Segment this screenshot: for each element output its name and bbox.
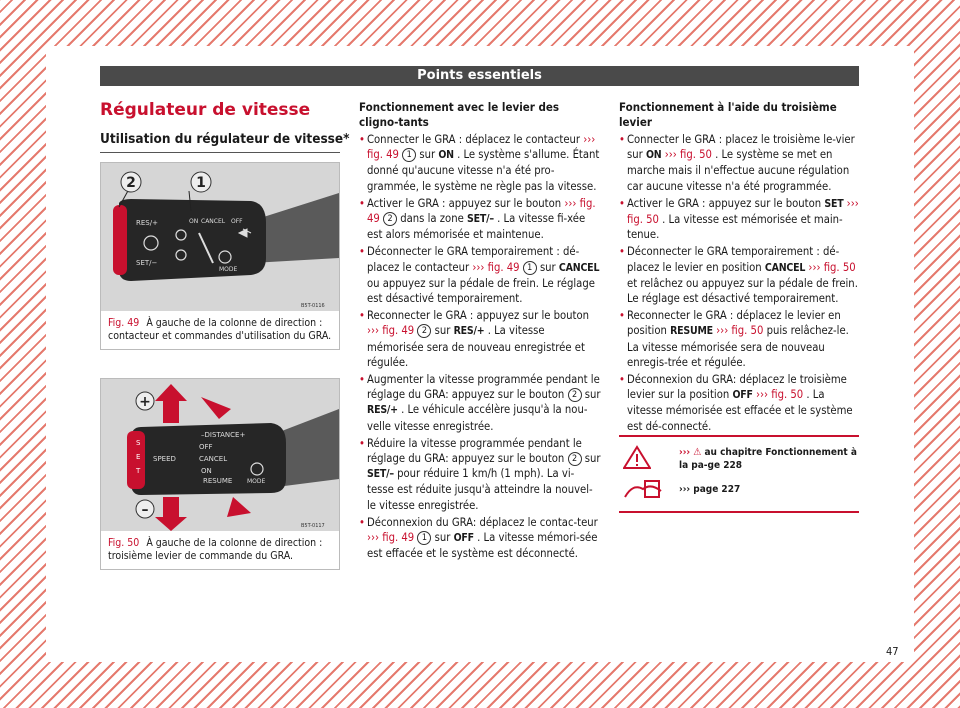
subtitle-underline [100, 152, 340, 153]
set-res-button [113, 205, 127, 275]
label-cancel: CANCEL [199, 455, 228, 463]
figure-caption [101, 311, 339, 349]
label-on: ON [201, 467, 212, 475]
label-off: OFF [231, 218, 243, 225]
item-text: Reconnecter le GRA : déplacez le levier en position [627, 309, 841, 338]
label-set: SET/− [136, 259, 158, 267]
control-key: RES/+ [453, 325, 485, 338]
list-item [619, 372, 859, 434]
item-text: sur [584, 452, 601, 466]
label-distance: –DISTANCE+ [201, 431, 246, 439]
warning-triangle-icon [623, 445, 651, 469]
control-key: SET [824, 197, 844, 210]
list-item [359, 372, 601, 434]
item-text: . La vitesse mémorisée sera de nouveau enregistrée et régulée. [367, 324, 585, 369]
callout-number: 1 [523, 261, 537, 275]
list-item [619, 244, 859, 306]
control-key: ON [645, 149, 662, 162]
item-text: Activer le GRA : appuyez sur le bouton [627, 196, 822, 210]
section-subtitle: Utilisation du régulateur de vitesse* [100, 131, 350, 147]
column-turn-signal-lever [359, 100, 601, 563]
callout-number: 2 [568, 388, 582, 402]
figure-reference[interactable]: ››› fig. 50 [716, 324, 764, 338]
label-mode: MODE [247, 478, 266, 485]
image-code: B5T-0116 [301, 303, 325, 309]
bullet-dot: • [619, 245, 625, 259]
item-text: . La vitesse mémori-sée est effacée et le système est déconnecté. [367, 531, 598, 561]
bullet-dot: • [619, 373, 625, 387]
list-item [359, 308, 601, 370]
figure-label: Fig. 49 [108, 317, 140, 329]
callout-2: 2 [126, 175, 136, 191]
item-text: dans la zone [400, 212, 464, 226]
item-text: ou appuyez sur la pédale de frein. Le réglage est désactivé temporairement. [367, 276, 595, 306]
list-item [359, 244, 601, 306]
bullet-dot: • [359, 436, 365, 450]
list-item [619, 308, 859, 370]
callout-number: 2 [417, 324, 431, 338]
item-text: . La vitesse fi-xée est alors mémorisée et maintenue. [367, 212, 586, 242]
label-on: ON [189, 218, 199, 225]
figure-reference[interactable]: ››› fig. 49 [367, 324, 415, 338]
bullet-dot: • [619, 196, 625, 210]
page-number: 47 [886, 645, 899, 658]
item-text: Déconnexion du GRA: déplacez le contac-teur [367, 515, 598, 529]
callout-plus: + [139, 394, 151, 410]
bullet-dot: • [359, 373, 365, 387]
item-text: Déconnecter le GRA temporairement : dé-placez le contacteur [367, 245, 580, 274]
warning-box [619, 435, 859, 513]
figure-reference[interactable]: ››› fig. 49 [472, 260, 520, 274]
caption-text: À gauche de la colonne de direction : troisième levier de commande du GRA. [108, 537, 323, 562]
control-key: RESUME [670, 325, 713, 338]
callout-number: 2 [383, 212, 397, 226]
list-item [359, 436, 601, 513]
callout-number: 1 [402, 148, 416, 162]
bullet-dot: • [359, 196, 365, 210]
label-e: E [136, 453, 141, 461]
list-item [359, 196, 601, 243]
warning-text: au chapitre Fonctionnement à la pa-ge 228 [679, 447, 857, 471]
callout-number: 2 [568, 452, 582, 466]
warning-link[interactable]: ››› [679, 447, 691, 458]
item-text: sur [419, 148, 436, 162]
item-text: pour réduire 1 km/h (1 mph). La vi-tesse est réduite jusqu'à atteindre la nouvel-le vitesse enregistrée. [367, 467, 593, 512]
item-text: Activer le GRA : appuyez sur le bouton [367, 196, 562, 210]
page-reference[interactable] [679, 483, 740, 496]
item-text: sur [539, 260, 556, 274]
item-text: Déconnecter le GRA temporairement : dé-placez le levier en position [627, 245, 840, 274]
label-s: S [136, 439, 141, 447]
book-hand-icon [623, 479, 663, 501]
bullet-dot: • [359, 245, 365, 259]
item-text: sur [584, 388, 601, 402]
item-text: . Le véhicule accélère jusqu'à la nou-velle vitesse enregistrée. [367, 403, 588, 433]
page-link[interactable]: ››› page 227 [679, 484, 741, 495]
item-text: Augmenter la vitesse programmée pendant le réglage du GRA: appuyez sur le bouton [367, 373, 600, 402]
figure-reference[interactable]: ››› fig. 50 [756, 388, 804, 402]
item-text: Connecter le GRA : déplacez le contacteur [367, 133, 581, 146]
item-text: Déconnexion du GRA: déplacez le troisième levier sur la position [627, 373, 847, 402]
chapter-header: Points essentiels [100, 66, 859, 86]
column-heading: Fonctionnement à l'aide du troisième levier [619, 100, 837, 129]
warning-link-triangle-icon: ⚠ [693, 447, 702, 458]
control-key: RES/+ [367, 404, 398, 417]
item-text: Réduire la vitesse programmée pendant le réglage du GRA: appuyez sur le bouton [367, 436, 582, 466]
image-code: B5T-0117 [301, 523, 325, 529]
section-title: Régulateur de vitesse [100, 100, 311, 120]
turn-signal-stalk-image [101, 163, 339, 311]
label-res: RES/+ [136, 219, 158, 227]
item-text: Connecter le GRA : placez le troisième le-vier sur [627, 133, 855, 162]
item-text: . Le système se met en marche mais il n'effectue aucune régulation car aucune vitesse n'a été programmée. [627, 148, 850, 193]
figure-50 [100, 378, 340, 570]
figure-reference[interactable]: ››› fig. 49 [367, 133, 596, 162]
control-key: SET/– [367, 468, 394, 481]
bullet-dot: • [359, 515, 365, 529]
column-heading: Fonctionnement avec le levier des cligno-tants [359, 100, 560, 129]
item-text: . La vitesse est mémorisée et main-tenue. [627, 213, 843, 242]
column-third-lever [619, 100, 859, 436]
item-text: . Le système s'allume. Étant donné qu'aucune vitesse n'a été pro-grammée, le système ne règle pas la vitesse. [367, 148, 600, 193]
callout-number: 1 [417, 531, 431, 545]
control-key: CANCEL [558, 261, 600, 274]
figure-49 [100, 162, 340, 350]
label-t: T [136, 467, 141, 475]
callout-minus: – [141, 502, 149, 518]
control-key: OFF [732, 389, 753, 402]
item-text: Reconnecter le GRA : appuyez sur le bouton [367, 309, 590, 323]
label-cancel: CANCEL [201, 218, 226, 225]
item-text: sur [434, 324, 451, 338]
figure-reference[interactable]: ››› fig. 50 [808, 260, 856, 274]
control-key: SET/– [466, 213, 494, 226]
figure-label: Fig. 50 [108, 537, 140, 549]
bullet-dot: • [619, 309, 625, 323]
control-key: CANCEL [764, 261, 806, 274]
control-key: ON [438, 149, 454, 162]
list-item [359, 515, 601, 562]
item-text: . La vitesse mémorisée est effacée et le système est dé-connecté. [627, 388, 853, 433]
warning-reference [679, 446, 859, 472]
third-lever-image [101, 379, 339, 531]
figure-reference[interactable]: ››› fig. 49 [367, 531, 415, 545]
bullet-dot: • [359, 133, 365, 146]
label-speed: SPEED [153, 455, 176, 463]
figure-caption [101, 531, 339, 569]
caption-text: À gauche de la colonne de direction : contacteur et commandes d'utilisation du GRA. [108, 317, 332, 342]
item-text: sur [434, 531, 451, 545]
figure-reference[interactable]: ››› fig. 49 [367, 196, 596, 226]
list-item [359, 132, 601, 194]
label-mode: MODE [219, 266, 238, 273]
list-item [619, 196, 859, 243]
callout-1: 1 [196, 175, 206, 191]
item-text: et relâchez ou appuyez sur la pédale de frein. Le réglage est désactivé temporairement. [627, 276, 858, 306]
label-off: OFF [199, 443, 213, 451]
item-text: puis relâchez-le. La vitesse mémorisée sera de nouveau enregis-trée et régulée. [627, 324, 849, 369]
control-key: OFF [453, 532, 474, 545]
bullet-dot: • [359, 309, 365, 323]
figure-reference[interactable]: ››› fig. 50 [627, 196, 859, 227]
figure-reference[interactable]: ››› fig. 50 [664, 148, 712, 162]
label-resume: RESUME [203, 477, 233, 485]
bullet-dot: • [619, 133, 625, 146]
list-item [619, 132, 859, 194]
